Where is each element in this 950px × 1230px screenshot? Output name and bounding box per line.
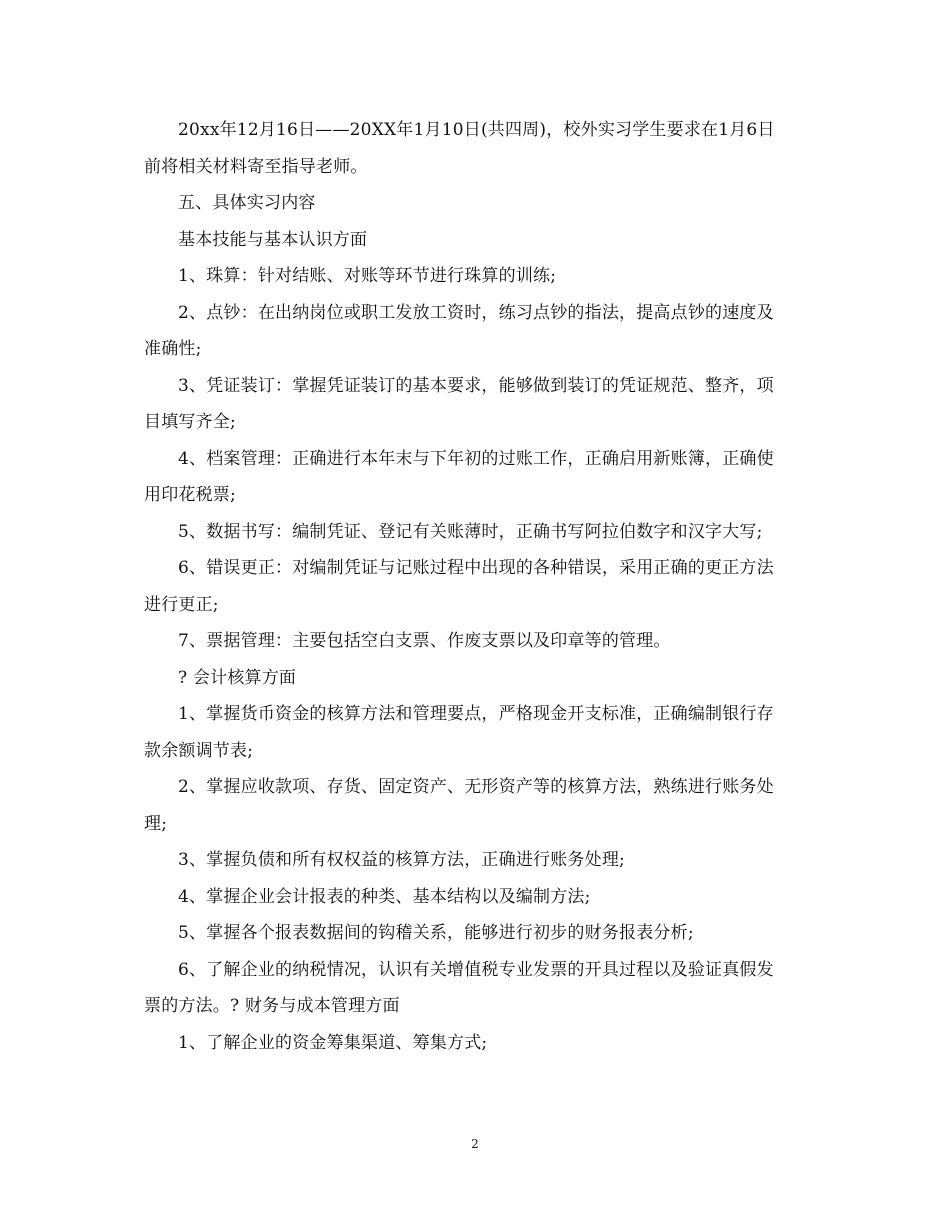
- subheading-basic-skills: 基本技能与基本认识方面: [178, 229, 368, 250]
- list-item: 1、珠算：针对结账、对账等环节进行珠算的训练;: [178, 266, 557, 286]
- list-item: 2、点钞：在出纳岗位或职工发放工资时，练习点钞的指法，提高点钞的速度及准确性;: [144, 302, 774, 359]
- list-item: 1、掌握货币资金的核算方法和管理要点，严格现金开支标准，正确编制银行存款余额调节表;: [144, 704, 774, 761]
- list-item: 1、了解企业的资金筹集渠道、筹集方式;: [178, 1032, 488, 1053]
- section-heading-internship-content: 五、具体实习内容: [178, 193, 316, 213]
- list-item: 4、档案管理：正确进行本年末与下年初的过账工作，正确启用新账簿，正确使用印花税票;: [144, 448, 774, 505]
- list-item: 4、掌握企业会计报表的种类、基本结构以及编制方法;: [178, 886, 591, 907]
- list-item: 7、票据管理：主要包括空白支票、作废支票以及印章等的管理。: [178, 631, 671, 651]
- paragraph-schedule: 20xx年12月16日——20XX年1月10日(共四周)，校外实习学生要求在1月6日前将相关材料寄至指导老师。: [144, 120, 775, 177]
- subheading-accounting: ? 会计核算方面: [178, 667, 297, 688]
- list-item: 6、了解企业的纳税情况，认识有关增值税专业发票的开具过程以及验证真假发票的方法。? 财务与成本管理方面: [144, 959, 774, 1016]
- document-body: [144, 112, 790, 1061]
- page-number: 2: [471, 1137, 479, 1151]
- list-item: 2、掌握应收款项、存货、固定资产、无形资产等的核算方法，熟练进行账务处理;: [144, 777, 774, 834]
- list-item: 5、数据书写：编制凭证、登记有关账薄时，正确书写阿拉伯数字和汉字大写;: [178, 521, 763, 542]
- list-item: 5、掌握各个报表数据间的钩稽关系，能够进行初步的财务报表分析;: [178, 923, 694, 943]
- list-item: 6、错误更正：对编制凭证与记账过程中出现的各种错误，采用正确的更正方法进行更正;: [144, 558, 774, 615]
- list-item: 3、掌握负债和所有权权益的核算方法，正确进行账务处理;: [178, 850, 625, 870]
- list-item: 3、凭证装订：掌握凭证装订的基本要求，能够做到装订的凭证规范、整齐，项目填写齐全;: [144, 375, 774, 432]
